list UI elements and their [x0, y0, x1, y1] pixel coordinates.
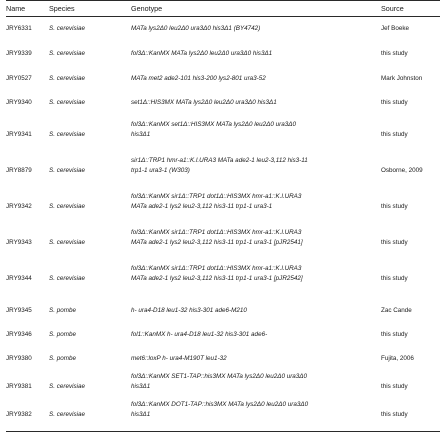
- strain-name: JRY8879: [6, 167, 32, 174]
- genotype-line: MATa met2 ade2-101 his3-200 lys2-801 ura3-52: [131, 75, 266, 82]
- genotype-line: sir1Δ::TRP1 hmr-a1::K.l.URA3 MATa ade2-1 leu2-3,112 his3-11: [131, 157, 308, 164]
- header-name: Name: [6, 4, 26, 13]
- genotype: [131, 156, 377, 176]
- table-bottom-rule: [6, 431, 440, 432]
- genotype-line: fol3Δ::KanMX DOT1-TAP::his3MX MATa lys2Δ0 leu2Δ0 ura3Δ0: [131, 401, 309, 408]
- genotype: [131, 74, 377, 84]
- genotype: [131, 306, 377, 316]
- species: S. cerevisiae: [49, 99, 86, 106]
- genotype-line: set1Δ::HIS3MX MATa lys2Δ0 leu2Δ0 ura3Δ0 his3Δ1: [131, 99, 277, 106]
- genotype: [131, 330, 377, 340]
- species: S. cerevisiae: [49, 50, 86, 57]
- genotype: [131, 98, 377, 108]
- genotype-line: fol3Δ::KanMX MATa lys2Δ0 leu2Δ0 ura3Δ0 his3Δ1: [131, 50, 273, 57]
- genotype: [131, 49, 377, 59]
- genotype: [131, 192, 377, 212]
- strain-name: JRY9382: [6, 411, 32, 418]
- strain-name: JRY0527: [6, 75, 32, 82]
- genotype-line: met6::loxP h- ura4-M190T leu1-32: [131, 355, 227, 362]
- strain-name: JRY9345: [6, 307, 32, 314]
- header-rule: [6, 16, 440, 17]
- header-species: Species: [49, 4, 75, 13]
- genotype-line: his3Δ1: [131, 411, 151, 418]
- genotype-line: fol3Δ::KanMX sir1Δ::TRP1 dot1Δ::HIS3MX hmr-a1::K.l.URA3: [131, 193, 302, 200]
- strain-name: JRY9381: [6, 383, 32, 390]
- source: this study: [381, 50, 408, 57]
- source: Jef Boeke: [381, 25, 410, 32]
- header-genotype: Genotype: [131, 4, 163, 13]
- genotype-line: fol1::KanMX h- ura4-D18 leu1-32 his3-301 ade6-: [131, 331, 268, 338]
- source: this study: [381, 411, 408, 418]
- genotype: [131, 120, 377, 140]
- source: this study: [381, 383, 408, 390]
- source: Mark Johnston: [381, 75, 423, 82]
- genotype-line: his3Δ1: [131, 383, 151, 390]
- source: this study: [381, 275, 408, 282]
- source: this study: [381, 131, 408, 138]
- strain-name: JRY9344: [6, 275, 32, 282]
- species: S. cerevisiae: [49, 75, 86, 82]
- strain-name: JRY9339: [6, 50, 32, 57]
- species: S. pombe: [49, 331, 76, 338]
- species: S. cerevisiae: [49, 167, 86, 174]
- source: this study: [381, 99, 408, 106]
- species: S. cerevisiae: [49, 383, 86, 390]
- species: S. cerevisiae: [49, 411, 86, 418]
- genotype: [131, 228, 377, 248]
- genotype-line: his3Δ1: [131, 131, 151, 138]
- species: S. cerevisiae: [49, 275, 86, 282]
- species: S. pombe: [49, 307, 76, 314]
- strain-name: JRY9343: [6, 239, 32, 246]
- genotype-line: MATa lys2Δ0 leu2Δ0 ura3Δ0 his3Δ1 (BY4742): [131, 25, 261, 32]
- header-source: Source: [381, 4, 404, 13]
- genotype: [131, 372, 377, 392]
- species: S. cerevisiae: [49, 239, 86, 246]
- strain-name: JRY9346: [6, 331, 32, 338]
- species: S. cerevisiae: [49, 131, 86, 138]
- source: this study: [381, 203, 408, 210]
- source: Fujita, 2006: [381, 355, 414, 362]
- strain-name: JRY6331: [6, 25, 32, 32]
- source: this study: [381, 331, 408, 338]
- genotype-line: trp1-1 ura3-1 (W303): [131, 167, 190, 174]
- strain-name: JRY9380: [6, 355, 32, 362]
- genotype: [131, 400, 377, 420]
- strain-name: JRY9341: [6, 131, 32, 138]
- species: S. cerevisiae: [49, 25, 86, 32]
- table-top-rule: [6, 0, 440, 1]
- genotype-line: fol3Δ::KanMX sir1Δ::TRP1 dot1Δ::HIS3MX hmr-a1::K.l.URA3: [131, 265, 302, 272]
- source: Zac Cande: [381, 307, 412, 314]
- species: S. pombe: [49, 355, 76, 362]
- genotype: [131, 24, 377, 34]
- genotype-line: fol3Δ::KanMX SET1-TAP::his3MX MATa lys2Δ0 leu2Δ0 ura3Δ0: [131, 373, 308, 380]
- genotype-line: MATa ade2-1 lys2 leu2-3,112 his3-11 trp1-1 ura3-1: [131, 203, 273, 210]
- strain-name: JRY9340: [6, 99, 32, 106]
- genotype: [131, 264, 377, 284]
- genotype-line: h- ura4-D18 leu1-32 his3-301 ade6-M210: [131, 307, 247, 314]
- source: this study: [381, 239, 408, 246]
- genotype: [131, 354, 377, 364]
- genotype-line: MATa ade2-1 lys2 leu2-3,112 his3-11 trp1-1 ura3-1 [pJR2542]: [131, 275, 303, 282]
- genotype-line: MATa ade2-1 lys2 leu2-3,112 his3-11 trp1-1 ura3-1 [pJR2541]: [131, 239, 303, 246]
- species: S. cerevisiae: [49, 203, 86, 210]
- strain-name: JRY9342: [6, 203, 32, 210]
- source: Osborne, 2009: [381, 167, 423, 174]
- genotype-line: fol3Δ::KanMX sir1Δ::TRP1 dot1Δ::HIS3MX hmr-a1::K.l.URA3: [131, 229, 302, 236]
- genotype-line: fol3Δ::KanMX set1Δ::HIS3MX MATa lys2Δ0 leu2Δ0 ura3Δ0: [131, 121, 296, 128]
